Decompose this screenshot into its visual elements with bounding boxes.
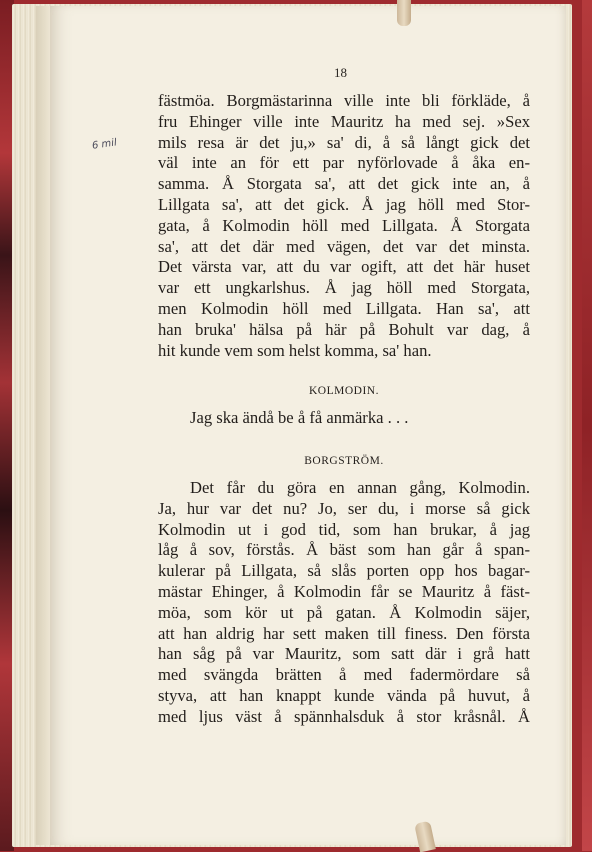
paragraph-dialog (158, 478, 530, 728)
text-line: mästar Ehinger, å Kolmodin får se Mauritz å fäst- (158, 581, 530, 601)
text-line: han såg på var Mauritz, som satt där i grå hatt (158, 644, 530, 664)
text-line: Det får du göra en annan gång, Kolmodin. (190, 478, 530, 497)
text-line: mils resa är det ju,» sa' di, å så långt gick det (158, 132, 530, 152)
text-line: Det värsta var, att du var ogift, att det här huset (158, 257, 530, 277)
text-line: med ljus väst å spännhalsduk å stor kråsnål. Å (158, 706, 530, 726)
paragraph-narration (158, 91, 530, 361)
text-line: möa, som kör ut på gatan. Å Kolmodin säjer, (158, 602, 530, 622)
text-line: men Kolmodin höll med Lillgata. Han sa', att (158, 298, 530, 318)
speaker-name-kolmodin: KOLMODIN. (309, 385, 379, 397)
text-line: väl inte an för ett par nyförlovade å åka en- (158, 153, 530, 173)
text-line: att han aldrig har sett maken till finess. Den första (158, 623, 530, 643)
text-line: fästmöa. Borgmästarinna ville inte bli förkläde, å (158, 91, 530, 110)
text-line: Ja, hur var det nu? Jo, ser du, i morse så gick (158, 498, 530, 518)
dialog-line: Jag ska ändå be å få anmärka . . . (190, 408, 409, 427)
text-line: fru Ehinger ville inte Mauritz ha med sej. »Sex (158, 111, 530, 131)
text-line: med svängda brätten å med fadermördare så (158, 665, 530, 685)
text-line: han bruka' hälsa på här på Bohult var dag, å (158, 319, 530, 339)
book-cover-right (582, 0, 592, 851)
bookmark-ribbon-top (397, 0, 411, 26)
text-line: var ett ungkarlshus. Å jag höll med Storgata, (158, 278, 530, 298)
text-line: låg å sov, förstås. Å bäst som han går å span- (158, 540, 530, 560)
handwritten-margin-note: 6 mil (91, 137, 118, 152)
text-line: kulerar på Lillgata, så slås porten opp hos bagar- (158, 561, 530, 581)
text-line: Lillgata sa', att det gick. Å jag höll med Stor- (158, 194, 530, 214)
text-line: sa', att det där med vägen, det var det minsta. (158, 236, 530, 256)
text-line: samma. Å Storgata sa', att det gick inte an, å (158, 174, 530, 194)
text-line: gata, å Kolmodin höll med Lillgata. Å Storgata (158, 215, 530, 235)
text-line: Kolmodin ut i god tid, som han brukar, å jag (158, 519, 530, 539)
text-line: styva, att han knappt kunde vända på huvut, å (158, 685, 530, 705)
speaker-name-borgstrom: BORGSTRÖM. (304, 455, 384, 467)
text-line: hit kunde vem som helst komma, sa' han. (158, 340, 432, 360)
page-number: 18 (334, 65, 347, 80)
